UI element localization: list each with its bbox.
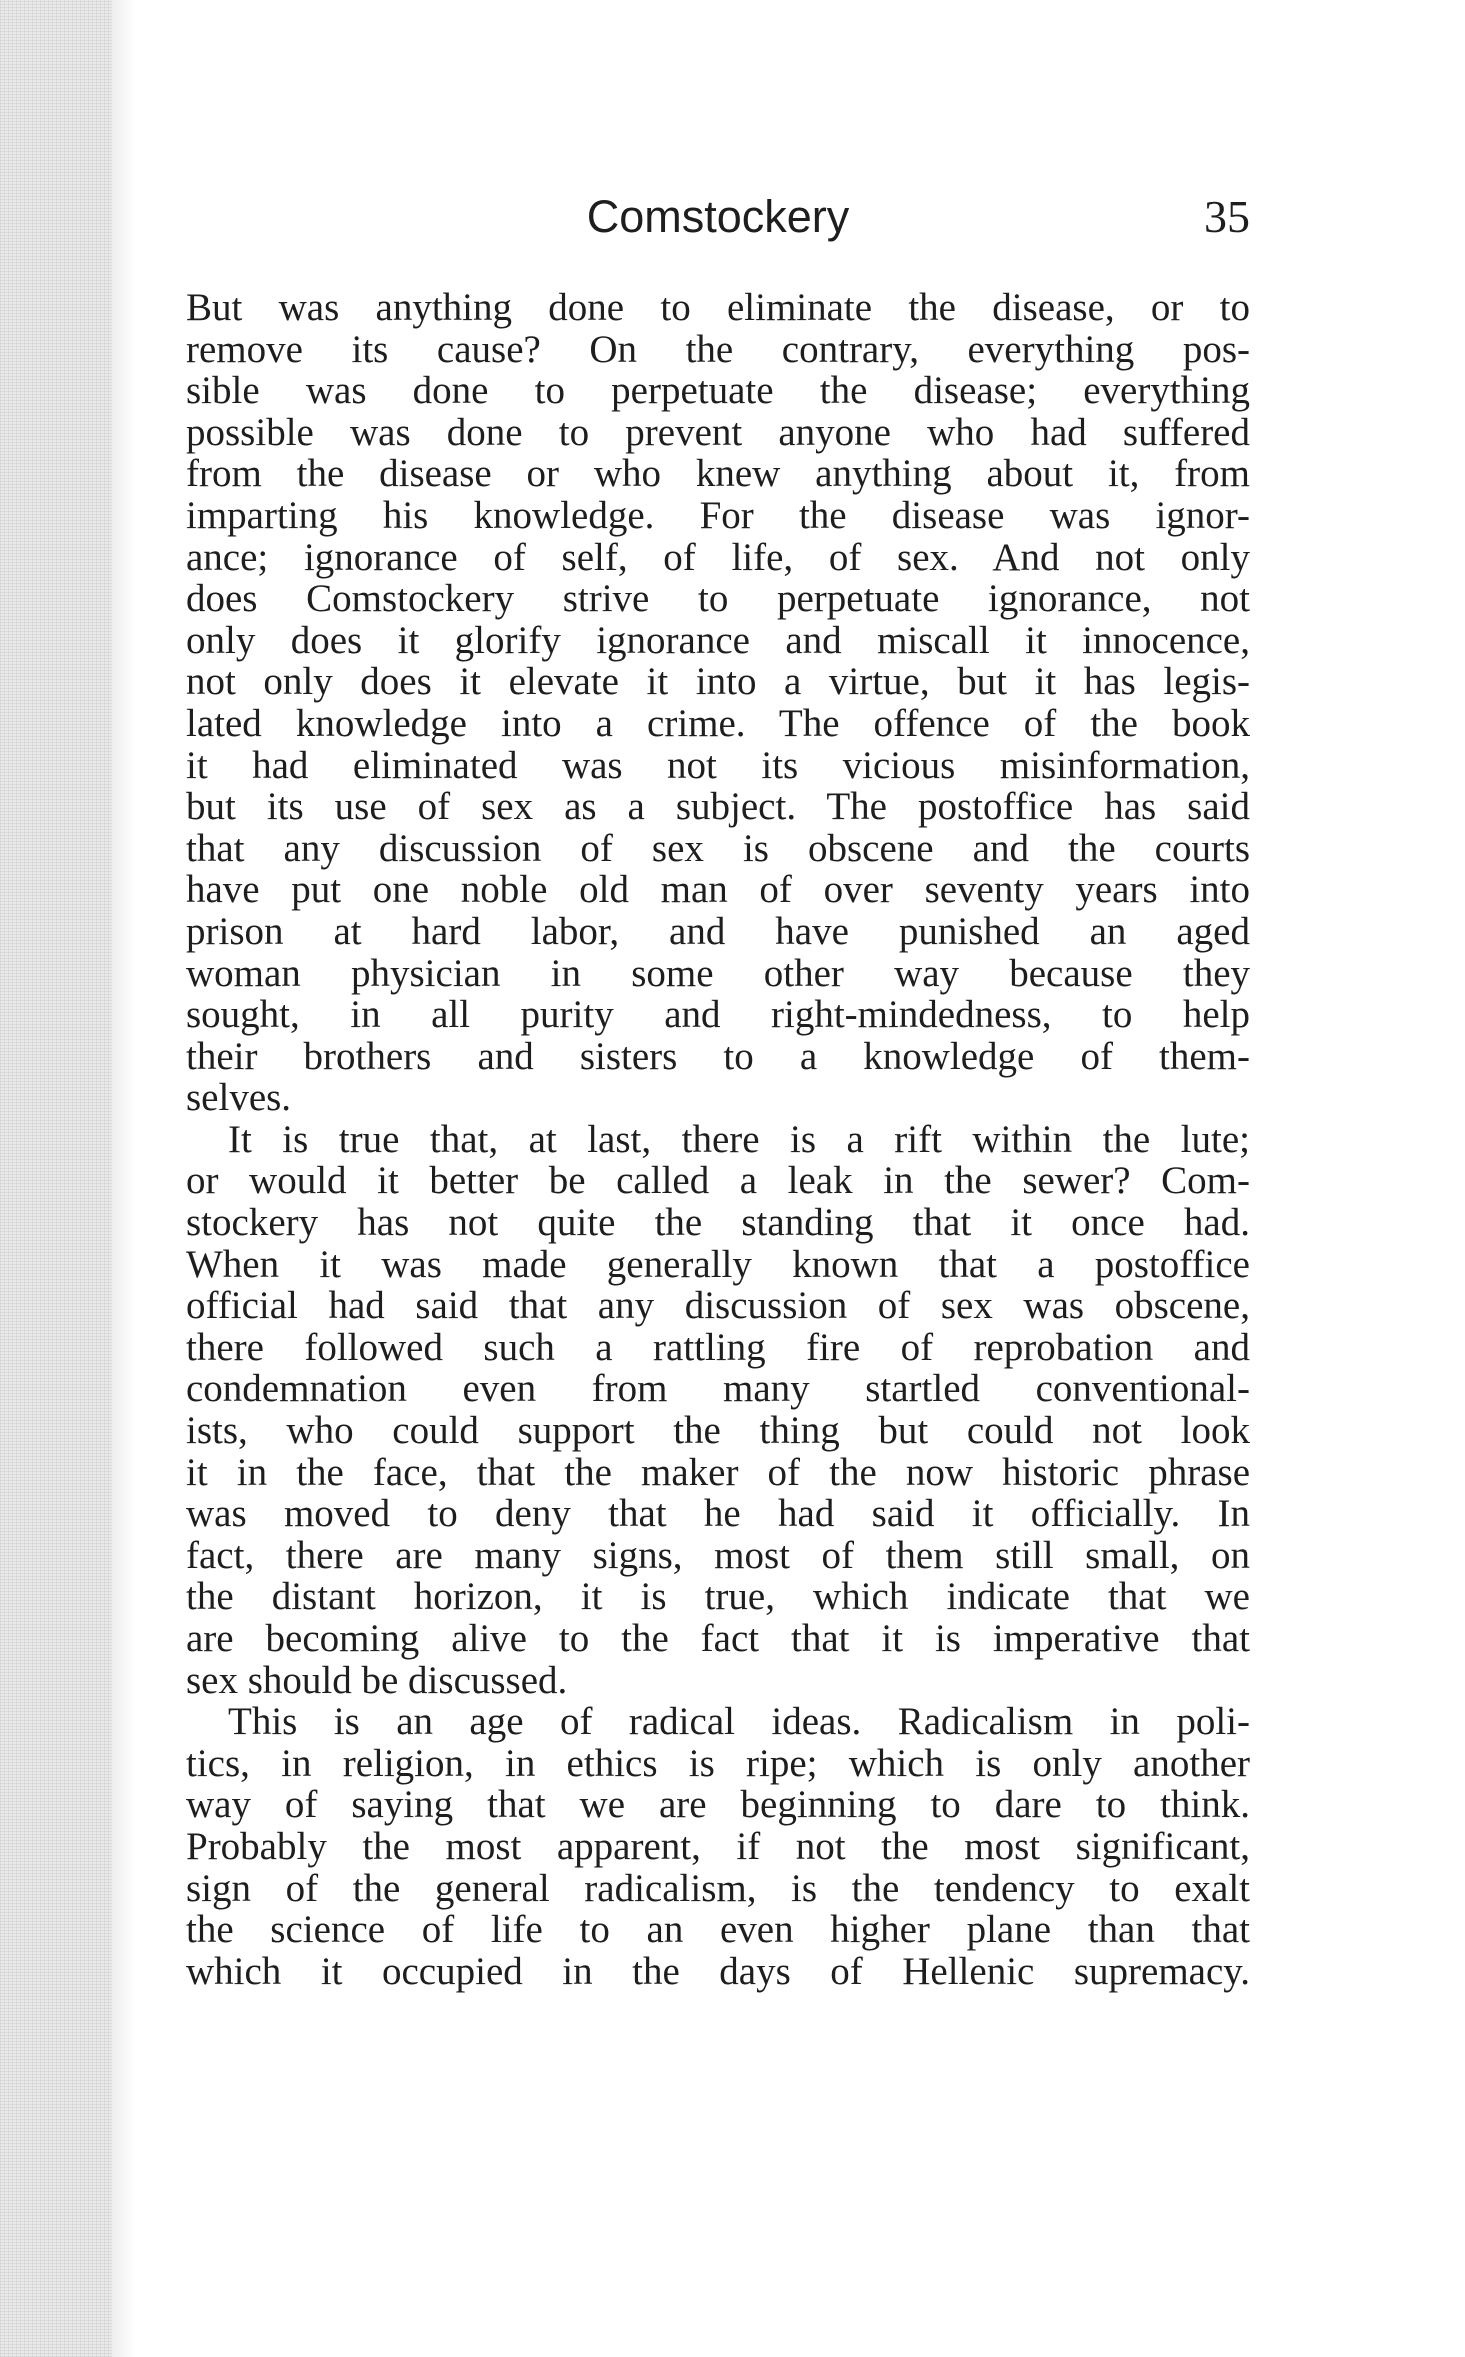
- text-line: ists, who could support the thing but could not look: [186, 1409, 1250, 1453]
- running-head: [186, 184, 1250, 250]
- text-line: way of saying that we are beginning to dare to think.: [186, 1783, 1250, 1827]
- text-line: there followed such a rattling fire of reprobation and: [186, 1325, 1250, 1369]
- text-line: remove its cause? On the contrary, everything pos-: [186, 327, 1250, 371]
- text-line: prison at hard labor, and have punished an aged: [186, 909, 1250, 953]
- text-line: the science of life to an even higher plane than that: [186, 1908, 1250, 1952]
- text-line: It is true that, at last, there is a rift within the lute;: [228, 1117, 1250, 1161]
- text-line: When it was made generally known that a postoffice: [186, 1242, 1250, 1286]
- text-line: but its use of sex as a subject. The postoffice has said: [186, 785, 1250, 829]
- text-line: does Comstockery strive to perpetuate ignorance, not: [186, 577, 1250, 621]
- text-line: only does it glorify ignorance and miscall it innocence,: [186, 618, 1250, 662]
- running-title: Comstockery: [586, 191, 850, 242]
- text-line: ance; ignorance of self, of life, of sex. And not only: [186, 535, 1250, 579]
- body-text: [186, 287, 1250, 1992]
- text-line: sign of the general radicalism, is the tendency to exalt: [186, 1866, 1250, 1910]
- text-line: selves.: [186, 1076, 292, 1120]
- text-line: But was anything done to eliminate the disease, or to: [186, 286, 1250, 329]
- text-line: the distant horizon, it is true, which indicate that we: [186, 1575, 1250, 1619]
- text-line: lated knowledge into a crime. The offence of the book: [186, 701, 1250, 745]
- text-line: tics, in religion, in ethics is ripe; which is only another: [186, 1741, 1250, 1785]
- text-line: sex should be discussed.: [186, 1658, 568, 1702]
- text-line: condemnation even from many startled conventional-: [186, 1367, 1250, 1411]
- text-line: or would it better be called a leak in the sewer? Com-: [186, 1159, 1250, 1203]
- paragraph-2: [186, 1119, 1250, 1701]
- page-edge-shadow: [112, 0, 136, 2357]
- text-line: stockery has not quite the standing that it once had.: [186, 1201, 1250, 1245]
- text-line: sought, in all purity and right-mindedness, to help: [186, 993, 1250, 1037]
- text-line: This is an age of radical ideas. Radicalism in poli-: [228, 1700, 1250, 1744]
- text-line: are becoming alive to the fact that it is imperative that: [186, 1617, 1250, 1660]
- paragraph-3: [186, 1701, 1250, 1992]
- text-line: possible was done to prevent anyone who had suffered: [186, 410, 1250, 454]
- text-line: woman physician in some other way because they: [186, 951, 1250, 995]
- page-number: 35: [1204, 191, 1250, 242]
- scanned-page-edge: [0, 0, 112, 2357]
- text-line: fact, there are many signs, most of them still small, on: [186, 1533, 1250, 1577]
- text-line: that any discussion of sex is obscene and the courts: [186, 826, 1250, 870]
- text-line: official had said that any discussion of sex was obscene,: [186, 1284, 1250, 1328]
- text-line: have put one noble old man of over seventy years into: [186, 868, 1250, 912]
- text-line: imparting his knowledge. For the disease was ignor-: [186, 493, 1250, 537]
- text-line: sible was done to perpetuate the disease; everything: [186, 369, 1250, 413]
- text-line: not only does it elevate it into a virtue, but it has legis-: [186, 660, 1250, 704]
- text-line: it in the face, that the maker of the now historic phrase: [186, 1450, 1250, 1494]
- paragraph-1: [186, 287, 1250, 1119]
- text-line: their brothers and sisters to a knowledge of them-: [186, 1034, 1250, 1078]
- text-line: was moved to deny that he had said it officially. In: [186, 1492, 1250, 1536]
- text-line: it had eliminated was not its vicious misinformation,: [186, 743, 1250, 787]
- text-line: Probably the most apparent, if not the most significant,: [186, 1824, 1250, 1868]
- text-line: from the disease or who knew anything about it, from: [186, 452, 1250, 496]
- text-line: which it occupied in the days of Hellenic supremacy.: [186, 1949, 1250, 1993]
